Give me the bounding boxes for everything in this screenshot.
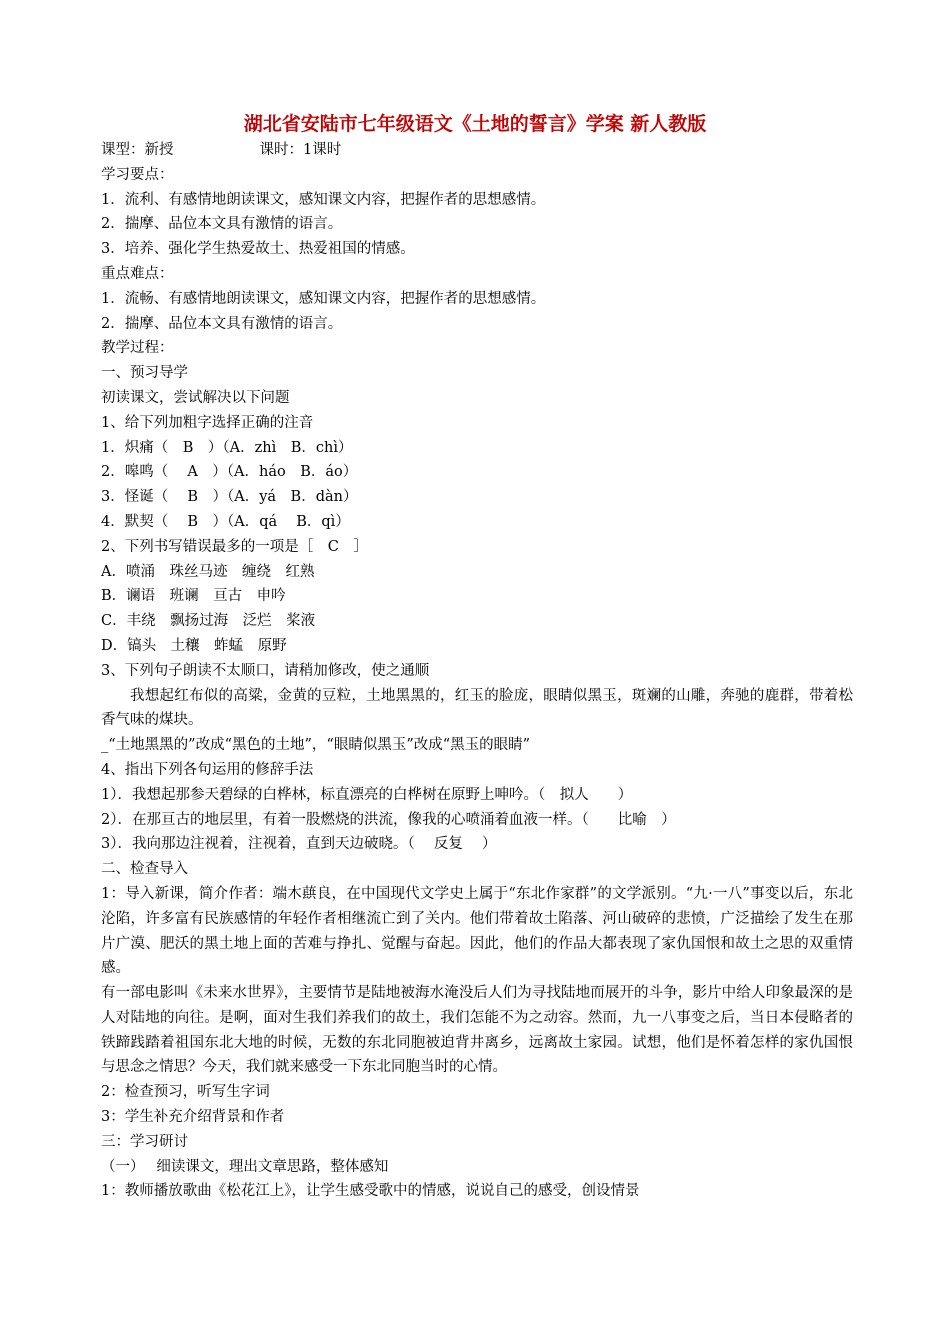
option-line: D．镐头 土穰 蚱蜢 原野 — [101, 637, 287, 654]
text-line: 教学过程： — [101, 340, 174, 357]
text-line: 2．揣摩、品位本文具有激情的语言。 — [101, 315, 343, 332]
text-line: 4、指出下列各句运用的修辞手法 — [101, 761, 314, 778]
pinyin-item: 2．嗥鸣（ A ）（A．háo B．áo） — [101, 464, 358, 481]
rhetoric-item: 3）．我向那边注视着，注视着，直到天边破晓。（ 反复 ） — [101, 836, 497, 853]
text-line: 重点难点： — [101, 265, 174, 282]
text-line: 学习要点： — [101, 166, 174, 183]
rhetoric-item: 1）．我想起那参天碧绿的白桦林，标直漂亮的白桦树在原野上呻吟。（ 拟人 ） — [101, 786, 633, 803]
lesson-meta — [101, 138, 853, 163]
text-line: 3、下列句子朗读不太顺口，请稍加修改，使之通顺 — [101, 662, 430, 679]
text-line: 1．流畅、有感情地朗读课文，感知课文内容，把握作者的思想感情。 — [101, 290, 546, 307]
option-line: B．谰语 班谰 亘古 申吟 — [101, 588, 286, 605]
pinyin-item: 3．怪诞（ B ）（A．yá B．dàn） — [101, 489, 358, 506]
text-line: 2．揣摩、品位本文具有激情的语言。 — [101, 216, 343, 233]
text-line: 3：学生补充介绍背景和作者 — [101, 1109, 285, 1126]
intro-paragraph: 1：导入新课，简介作者：端木蕻良，在中国现代文学史上属于“东北作家群”的文学派别。“九·一八”事变以后，东北沦陷，许多富有民族感情的年轻作者相继流亡到了关内。他们带着故土陷落、河山破碎的悲愤，广泛描绘了发生在那片广漠、肥沃的黑土地上面的苦难与挣扎、觉醒与奋起。因此，他们的作品大都表现了家仇国恨和故土之思的双重情感。 — [101, 885, 853, 977]
lesson-hours: 课时：1课时 — [259, 142, 342, 158]
document-title: 湖北省安陆市七年级语文《土地的誓言》学案 新人教版 — [243, 113, 707, 135]
text-line: （一） 细读课文，理出文章思路，整体感知 — [101, 1158, 389, 1175]
option-line: C．丰绕 飘扬过海 泛烂 桨液 — [101, 613, 316, 630]
answer-line: _“土地黑黑的”改成“黑色的土地”，“眼睛似黑玉”改成“黑玉的眼睛” — [101, 737, 531, 754]
lesson-type: 课型：新授 — [101, 142, 174, 158]
pinyin-item: 1．炽痛（ B ）（A．zhì B．chì） — [101, 439, 353, 456]
movie-paragraph: 有一部电影叫《未来水世界》，主要情节是陆地被海水淹没后人们为寻找陆地而展开的斗争，影片中给人印象最深的是人对陆地的向往。是啊，面对生我们养我们的故土，我们怎能不为之动容。然而，九一八事变之后，当日本侵略者的铁蹄践踏着祖国东北大地的时候，无数的东北同胞被迫背井离乡，远离故土家园。试想，他们是怀着怎样的家仇国恨与思念之情思？今天，我们就来感受一下东北同胞当时的心情。 — [101, 985, 853, 1076]
text-line: 3．培养、强化学生热爱故土、热爱祖国的情感。 — [101, 241, 415, 258]
text-line: 初读课文，尝试解决以下问题 — [101, 389, 290, 406]
section-heading: 三：学习研讨 — [101, 1133, 188, 1150]
text-line: 2、下列书写错误最多的一项是［ C ］ — [101, 538, 368, 555]
rhetoric-item: 2）．在那亘古的地层里，有着一股燃烧的洪流，像我的心喷涌着血液一样。（ 比喻 ） — [101, 811, 676, 828]
text-line: 1．流利、有感情地朗读课文，感知课文内容，把握作者的思想感情。 — [101, 191, 546, 208]
text-line: 1：教师播放歌曲《松花江上》，让学生感受歌中的情感，说说自己的感受，创设情景 — [101, 1183, 640, 1200]
quote-paragraph: 我想起红布似的高粱，金黄的豆粒，土地黑黑的，红玉的脸庞，眼睛似黑玉，斑斓的山雕，奔驰的鹿群，带着松香气味的煤块。 — [101, 687, 853, 729]
section-heading: 二、检查导入 — [101, 861, 188, 878]
text-line: 2：检查预习，听写生字词 — [101, 1084, 270, 1101]
text-line: 一、预习导学 — [101, 365, 188, 382]
pinyin-item: 4．默契（ B ）（A．qá B．qì） — [101, 513, 350, 530]
text-line: 1、给下列加粗字选择正确的注音 — [101, 414, 314, 431]
option-line: A．喷涌 珠丝马迹 缠绕 红熟 — [101, 563, 315, 580]
document-body — [101, 138, 853, 1204]
